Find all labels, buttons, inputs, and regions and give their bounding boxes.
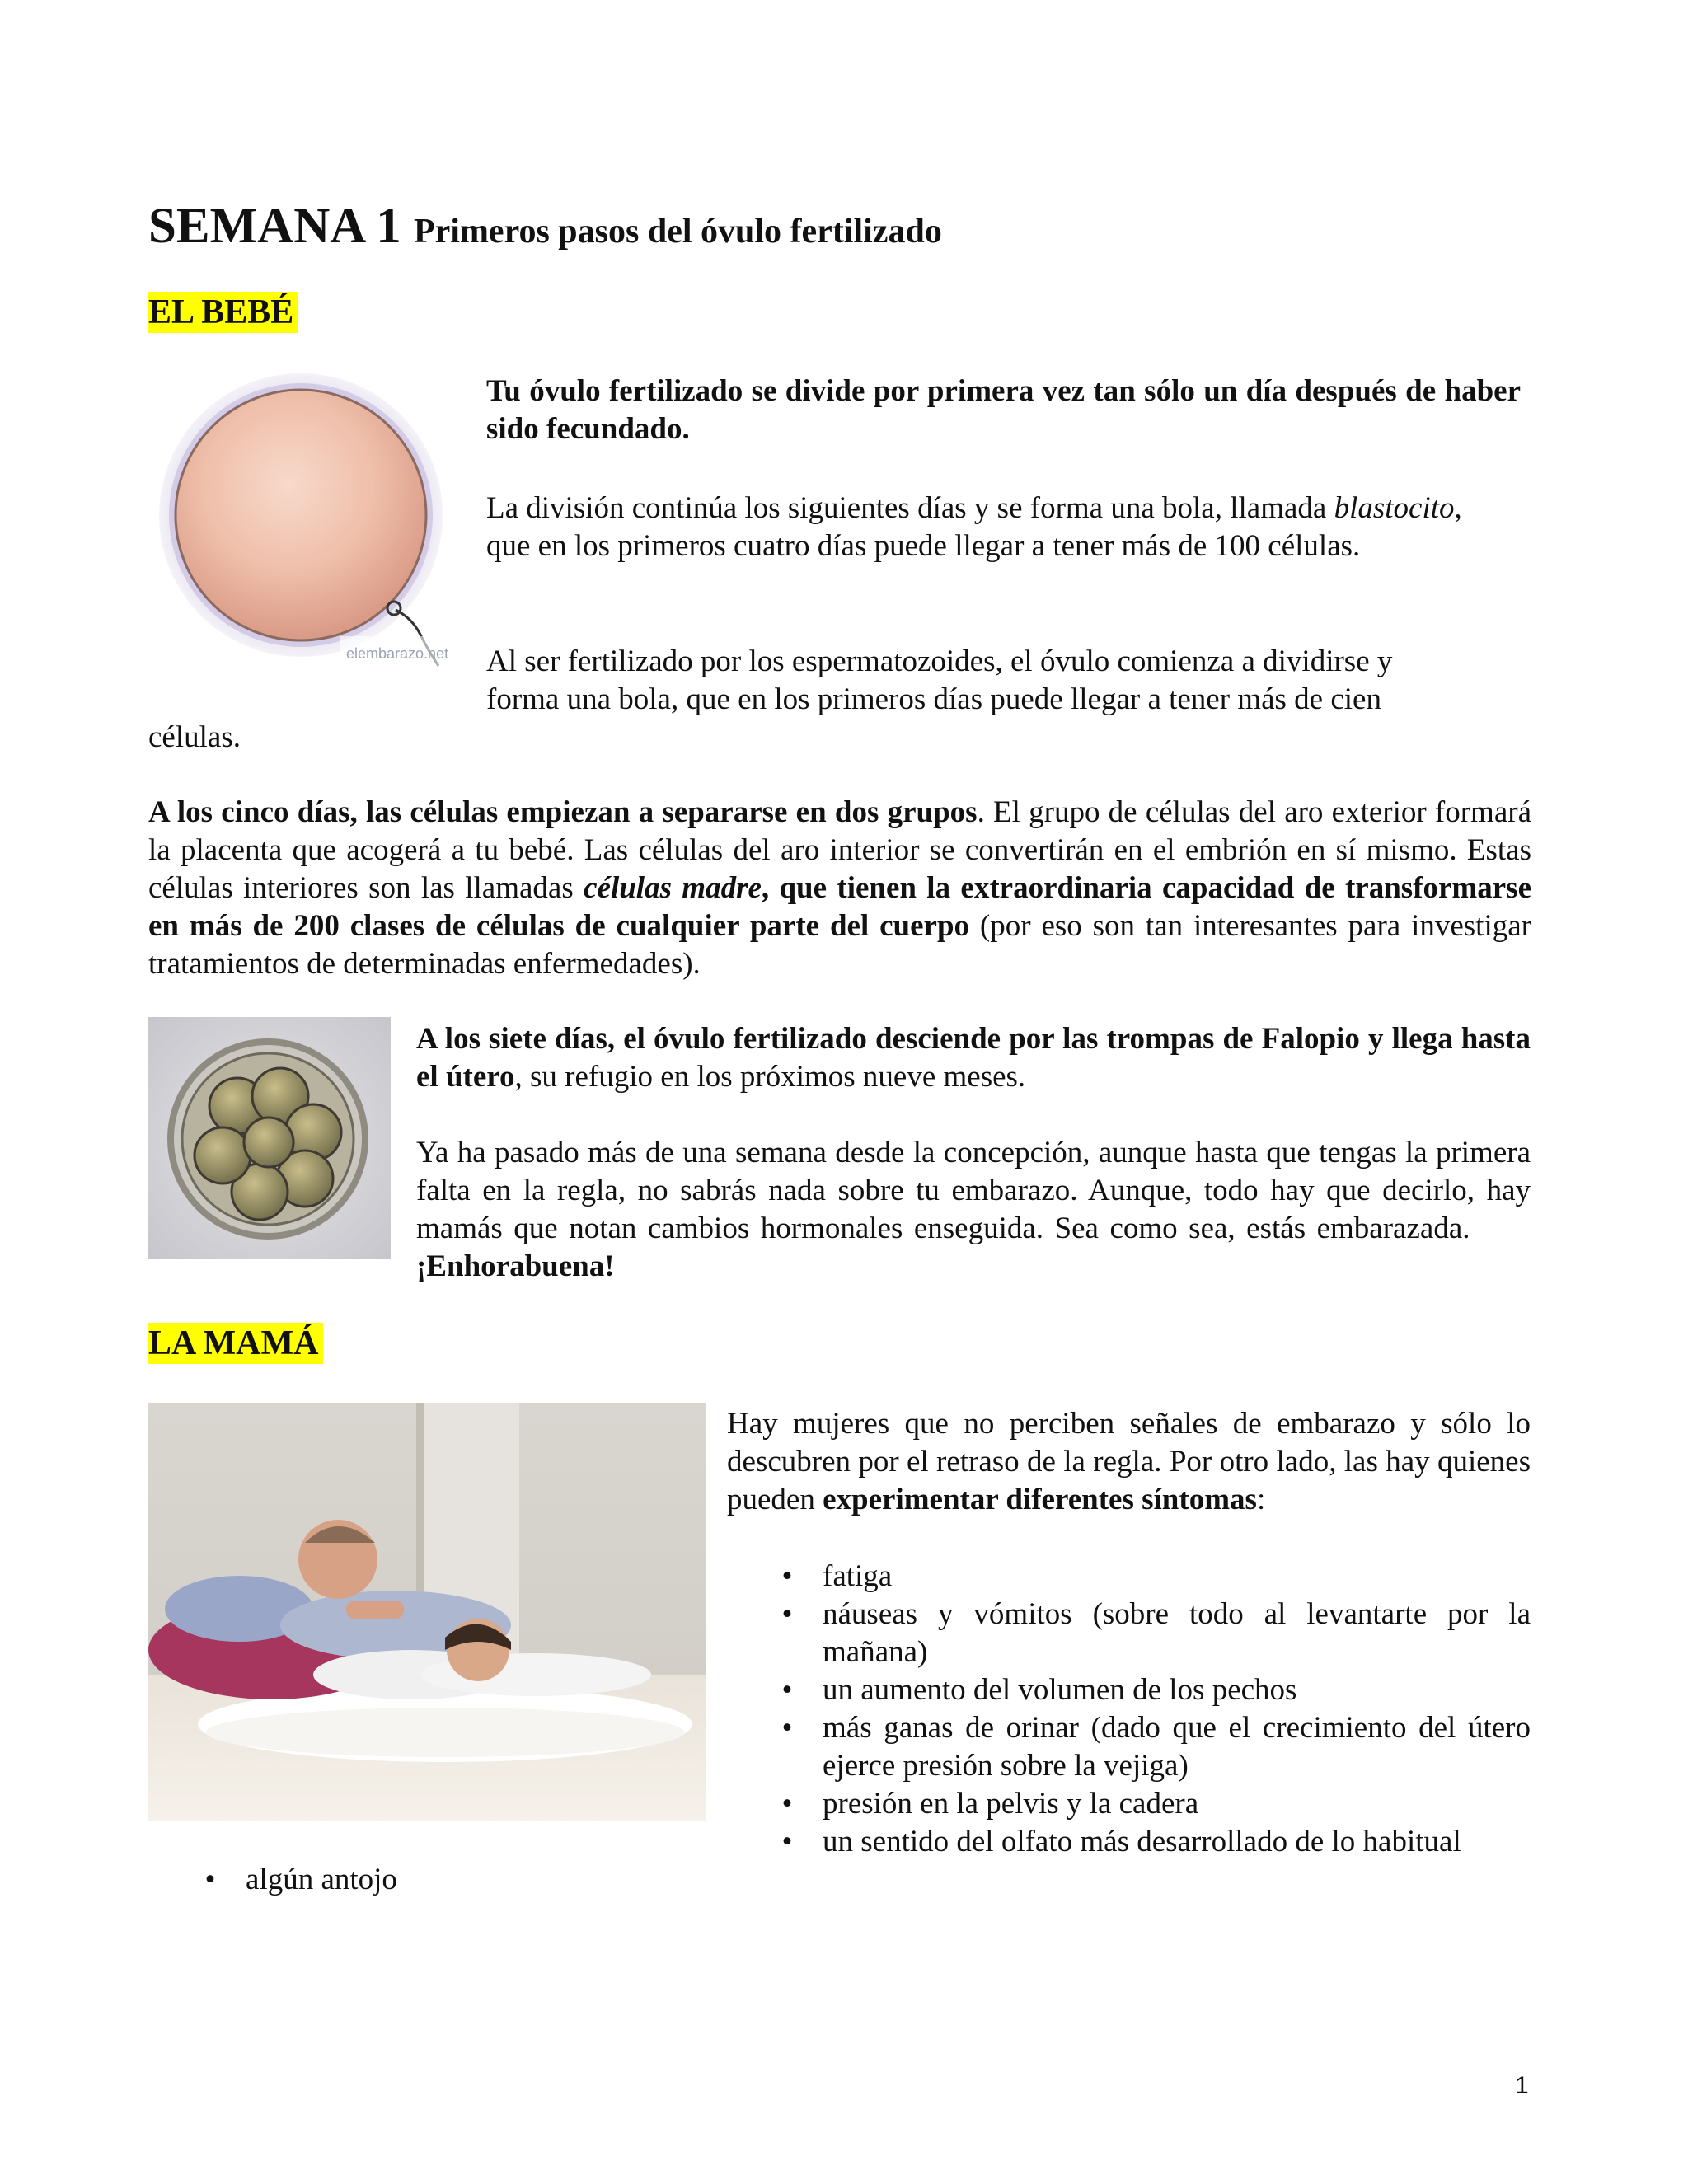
section-heading-bebe: EL BEBÉ [148,292,298,333]
symptom-text: fatiga [823,1559,893,1593]
celulas-madre-term: células madre [584,871,762,905]
division-text-1: La división continúa los siguientes días y se forma una bola, llamada [486,491,1334,525]
fertilizado-line-2: forma una bola, que en los primeros días puede llegar a tener más de cien [486,682,1381,716]
cinco-dias-bold: A los cinco días, las células empiezan a separarse en dos grupos [148,795,978,829]
siete-dias-paragraph [416,1020,1531,1096]
symptom-text: un aumento del volumen de los pechos [823,1673,1297,1707]
symptom-text: más ganas de orinar (dado que el crecimiento del útero ejerce presión sobre la vejiga) [823,1711,1531,1783]
symptom-text: un sentido del olfato más desarrollado de lo habitual [823,1825,1461,1858]
mama-intro-bold: experimentar diferentes síntomas [823,1483,1257,1516]
fertilizado-line-3: células. [148,720,241,754]
watermark-text: elembarazo.net [346,645,449,662]
bullet: • [781,1711,793,1745]
division-text-2: , que en los primeros cuatro días puede llegar a tener más de 100 células. [486,491,1462,563]
bullet: • [781,1597,793,1631]
list-item [775,1709,1531,1785]
cinco-dias-text-end: (por eso son tan interesantes para investigar tratamientos de determinadas enfermedades). [148,909,1531,981]
symptoms-list [775,1558,1531,1861]
celulas-madre-bold: , que tienen la extraordinaria capacidad de transformarse en más de 200 clases de células de cualquier parte del cuerpo [148,871,1531,943]
page-title [148,196,942,256]
intro-paragraph: Tu óvulo fertilizado se divide por primera vez tan sólo un día después de haber sido fecundado. [486,374,1521,446]
list-item [775,1558,1531,1596]
fertilizado-line-1: Al ser fertilizado por los espermatozoides, el óvulo comienza a dividirse y [486,644,1393,678]
section-heading-mama: LA MAMÁ [148,1323,323,1364]
ovum-image [148,363,462,680]
page-number: 1 [1515,2072,1529,2099]
mama-intro-paragraph [727,1405,1531,1519]
list-item [775,1823,1531,1861]
mama-intro-end: : [1256,1483,1266,1516]
bullet: • [781,1787,793,1821]
extra-symptom-list [198,1861,775,1899]
cinco-dias-paragraph [148,794,1531,983]
enhorabuena-text: ¡Enhorabuena! [416,1249,615,1283]
morula-image [148,1017,391,1259]
division-paragraph [486,490,1484,565]
semana-paragraph [416,1134,1531,1286]
bullet: • [781,1825,793,1858]
bullet: • [781,1559,793,1593]
list-item [775,1785,1531,1823]
siete-dias-bold: A los siete días, el óvulo fertilizado desciende por las trompas de Falopio y llega hasta el útero [416,1022,1531,1094]
list-item [198,1861,775,1899]
cinco-dias-text: . El grupo de células del aro exterior formará la placenta que acogerá a tu bebé. Las células del aro interior se convertirán en el embrión en sí mismo. Estas células interiores son las llamadas [148,795,1532,905]
symptom-text: algún antojo [246,1863,397,1896]
symptom-text: náuseas y vómitos (sobre todo al levantarte por la mañana) [823,1597,1531,1669]
list-item [775,1596,1531,1671]
bullet: • [781,1673,793,1707]
semana-text: Ya ha pasado más de una semana desde la concepción, aunque hasta que tengas la primera falta en la regla, no sabrás nada sobre tu embarazo. Aunque, todo hay que decirlo, hay mamás que notan cambios hormonales enseguida. Sea como sea, estás embarazada. [416,1136,1531,1245]
title-subtitle: Primeros pasos del óvulo fertilizado [413,213,942,251]
list-item [775,1671,1531,1709]
siete-dias-text: , su refugio en los próximos nueve meses. [514,1060,1026,1094]
mama-intro-text: Hay mujeres que no perciben señales de embarazo y sólo lo descubren por el retraso de la regla. Por otro lado, las hay quienes pueden [727,1407,1531,1516]
couple-photo [148,1403,706,1821]
blastocito-term: blastocito [1334,491,1455,525]
bullet: • [204,1863,216,1896]
title-main: SEMANA 1 [148,199,401,254]
symptom-text: presión en la pelvis y la cadera [823,1787,1199,1821]
